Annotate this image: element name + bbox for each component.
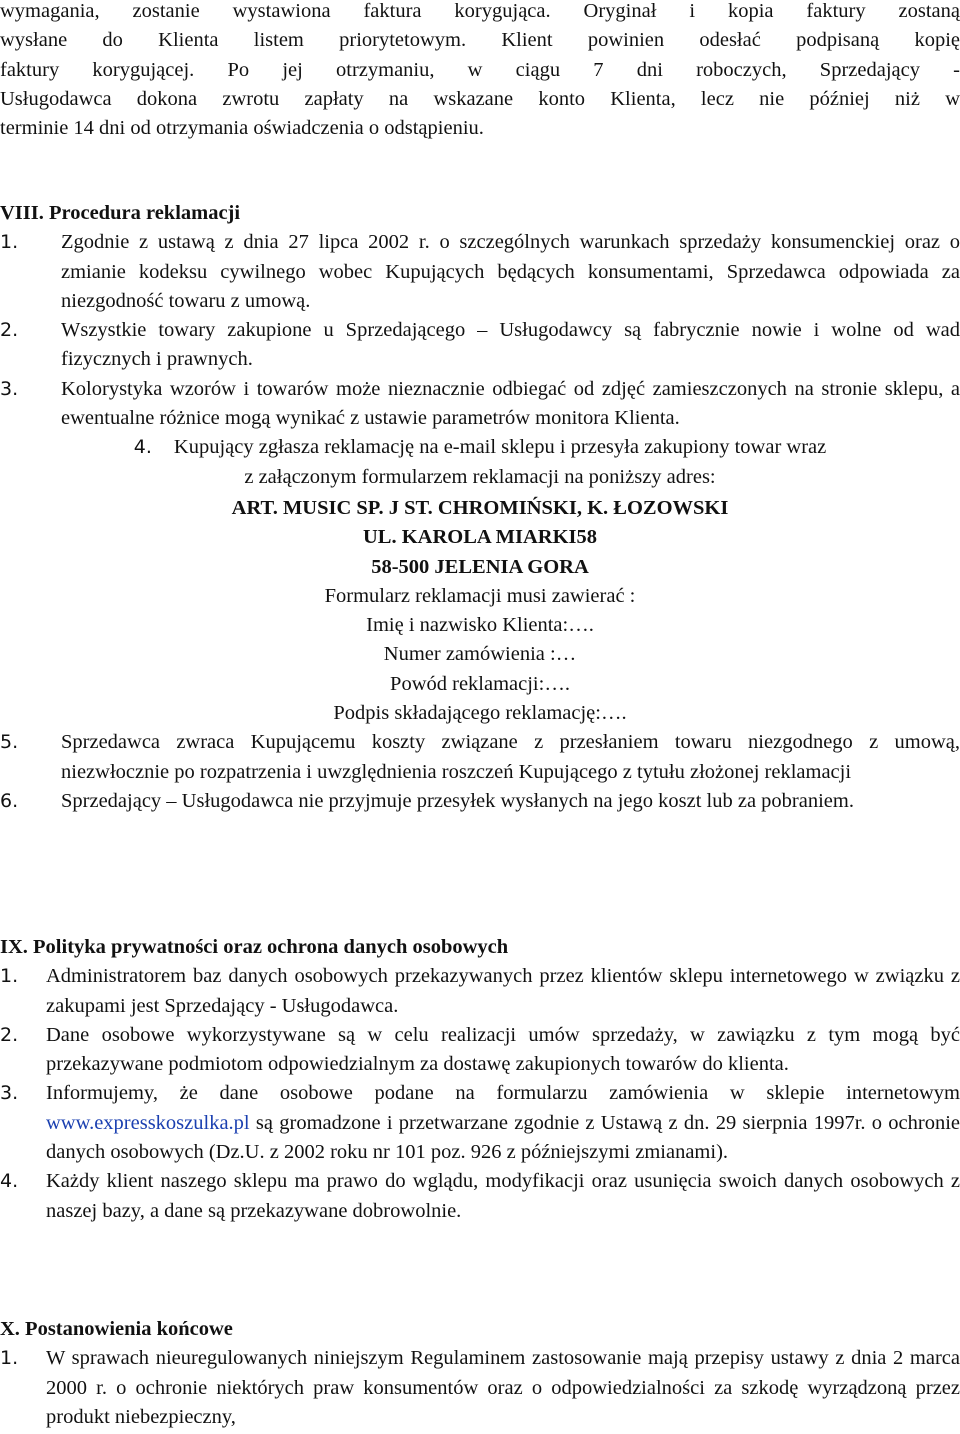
item-text: Kolorystyka wzorów i towarów może nieznacznie odbiegać od zdjęć zamieszczonych na stronie sklepu, a ewentualne różnice mogą wynikać z ustawie parametrów monitora Klienta. [61,377,960,430]
section-9-heading: IX. Polityka prywatności oraz ochrona danych osobowych [0,936,509,958]
item-text: Wszystkie towary zakupione u Sprzedającego – Usługodawcy są fabrycznie nowie i wolne od wad fizycznych i prawnych. [61,319,960,371]
section-9-item-3 [0,1079,960,1167]
section-8-item-3 [0,375,960,434]
item-4-line-2: z załączonym formularzem reklamacji na poniższy adres: [244,465,716,488]
item-text: Administratorem baz danych osobowych przekazywanych przez klientów sklepu internetowego w związku z zakupami jest Sprzedający - Usługodawca. [46,965,960,1017]
item-text: Zgodnie z ustawą z dnia 27 lipca 2002 r. o szczególnych warunkach sprzedaży konsumenckiej oraz o zmianie kodeksu cywilnego wobec Kupujących będących konsumentami, Sprzedawca odpowiada za niezgodność towaru z umową. [61,231,960,312]
section-8-heading: VIII. Procedura reklamacji [0,202,241,224]
section-10 [0,1315,960,1432]
intro-paragraph [0,0,960,143]
item-number: 6. [0,789,19,812]
complaint-address [0,494,960,582]
address-city: 58-500 JELENIA GORA [371,555,589,578]
intro-line-1: wymagania, zostanie wystawiona faktura korygująca. Oryginał i kopia faktury zostaną [0,0,960,22]
address-company: ART. MUSIC SP. J ST. CHROMIŃSKI, K. ŁOZOWSKI [231,496,729,519]
item-text-after: są gromadzone i przetwarzane zgodnie z Ustawą z dn. 29 sierpnia 1997r. o ochronie danych osobowych (Dz.U. z 2002 roku nr 101 poz. 926 z późniejszymi zmianami). [46,1111,960,1164]
section-8 [0,199,960,816]
form-field-order-number: Numer zamówienia :… [383,643,577,666]
form-field-reason: Powód reklamacji:…. [390,672,570,695]
section-8-item-1 [0,228,960,316]
shop-website-link[interactable]: www.expresskoszulka.pl [46,1111,250,1134]
section-9 [0,933,960,1226]
section-8-item-6 [0,787,960,816]
item-text: Sprzedawca zwraca Kupującemu koszty związane z przesłaniem towaru niezgodnego z umową, niezwłocznie po rozpatrzenia i uwzględnienia roszczeń Kupującego z tytułu złożonej reklamacji [61,731,960,783]
item-text: Każdy klient naszego sklepu ma prawo do wglądu, modyfikacji oraz usunięcia swoich danych osobowych z naszej bazy, a dane są przekazywane dobrowolnie. [46,1170,960,1222]
item-number: 5. [0,731,19,754]
item-number: 1. [0,965,19,988]
item-number: 4. [0,1170,19,1193]
item-text: W sprawach nieuregulowanych niniejszym Regulaminem zastosowanie mają przepisy ustawy z dnia 2 marca 2000 r. o ochronie niektórych praw konsumentów oraz o odpowiedzialności za szkodę wyrządzoną przez produkt niebezpieczny, [46,1347,960,1428]
form-intro: Formularz reklamacji musi zawierać : [324,584,636,607]
item-number: 2. [0,1023,19,1046]
item-text: Sprzedający – Usługodawca nie przyjmuje przesyłek wysłanych na jego koszt lub za pobraniem. [61,789,854,812]
item-number: 2. [0,319,19,342]
item-number: 4. [133,436,152,459]
section-8-item-5 [0,728,960,787]
item-text: Dane osobowe wykorzystywane są w celu realizacji umów sprzedaży, w zawiązku z tym mogą być przekazywane podmiotom odpowiedzialnym za dostawę zakupionych towarów do klienta. [46,1023,960,1076]
section-10-item-1 [0,1344,960,1432]
section-9-item-2 [0,1021,960,1080]
intro-line-3: faktury korygującej. Po jej otrzymaniu, w ciągu 7 dni roboczych, Sprzedający - [0,58,960,81]
intro-line-2: wysłane do Klienta listem priorytetowym. Klient powinien odesłać podpisaną kopię [0,29,960,52]
intro-line-5: terminie 14 dni od otrzymania oświadczenia o odstąpieniu. [0,117,484,140]
form-field-name: Imię i nazwisko Klienta:…. [366,614,594,637]
item-text [46,1079,960,1167]
item-4-text-line-1: Kupujący zgłasza reklamację na e-mail sklepu i przesyła zakupiony towar wraz [173,436,827,459]
item-text-before: Informujemy, że dane osobowe podane na formularzu zamówienia w sklepie internetowym [46,1082,960,1105]
item-number: 1. [0,231,19,254]
form-field-signature: Podpis składającego reklamację:…. [333,702,627,725]
item-number: 3. [0,1082,19,1105]
section-9-item-1 [0,962,960,1021]
section-8-item-4 [0,433,960,492]
section-8-item-2 [0,316,960,375]
section-9-item-4 [0,1167,960,1226]
item-number: 3. [0,377,19,400]
item-number: 1. [0,1347,19,1370]
complaint-form-requirements [0,582,960,728]
section-10-heading: X. Postanowienia końcowe [0,1318,233,1340]
intro-line-4: Usługodawca dokona zwrotu zapłaty na wskazane konto Klienta, lecz nie później niż w [0,87,960,110]
item-4-line-1 [0,433,960,462]
address-street: UL. KAROLA MIARKI58 [362,526,598,549]
